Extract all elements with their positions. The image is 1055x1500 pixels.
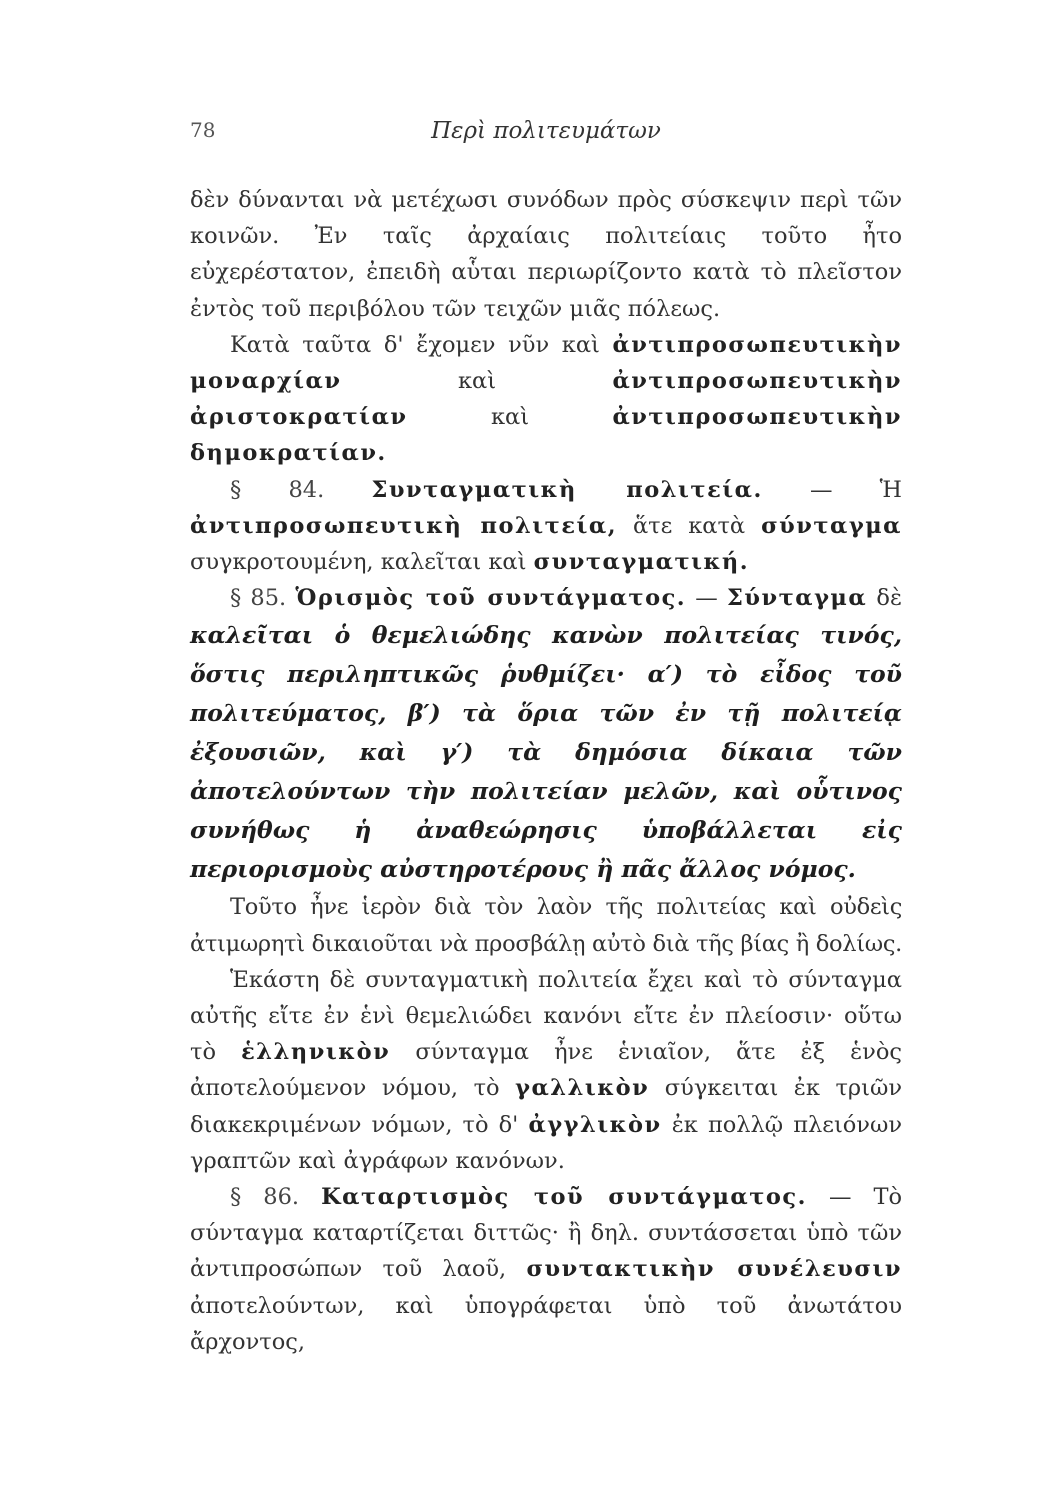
running-title: Περὶ πολιτευμάτων [431,118,661,144]
section-dash: — Ἡ [809,476,903,503]
paragraph-text: καὶ [490,404,530,431]
emphasis-term: γαλλικὸν [515,1075,650,1102]
emphasis-term: ἑλληνικὸν [241,1039,391,1066]
paragraph-text: σύγκειται ἐκ τριῶν διακεκριμένων νόμων, τὸ δ' [190,1075,903,1138]
paragraph-text: ἐκ πολλῷ πλειόνων γραπτῶν καὶ ἀγράφων κανόνων. [190,1111,903,1174]
paragraph-text: ἅτε κατὰ [632,512,746,539]
section-title: Καταρτισμὸς τοῦ συντάγματος. [321,1184,807,1211]
section-title: Ὁρισμὸς τοῦ συντάγματος. [295,585,687,612]
section-number: § 86. [230,1184,300,1211]
section-84 [190,472,902,581]
section-title: Συνταγματικὴ πολιτεία. [371,476,763,503]
page-number: 78 [190,118,216,142]
paragraph-text: ἀποτελούντων, καὶ ὑπογράφεται ὑπὸ τοῦ ἀνωτάτου ἄρχοντος, [190,1292,902,1355]
emphasis-term: σύνταγμα [761,512,902,539]
emphasis-term: Σύνταγμα [726,585,868,612]
emphasis-term: ἀγγλικὸν [528,1111,662,1138]
paragraph-text: σύνταγμα ἦνε ἑνιαῖον, ἅτε ἐξ ἑνὸς ἀποτελούμενον νόμου, τὸ [190,1039,902,1102]
page-body [190,182,902,1360]
paragraph-text: Ἑκάστη δὲ συνταγματικὴ πολιτεία ἔχει καὶ τὸ σύνταγμα αὐτῆς εἴτε ἐν ἑνὶ θεμελιώδει κανόνι εἴτε ἐν πλείοσιν· οὕτω τὸ [190,966,902,1066]
emphasis-term: ἀντιπροσωπευτικὴν ἀριστοκρατίαν [190,368,903,431]
paragraph-text: Τοῦτο ἦνε ἱερὸν διὰ τὸν λαὸν τῆς πολιτείας καὶ οὐδεὶς ἀτιμωρητὶ δικαιοῦται νὰ προσβάλῃ αὐτὸ διὰ τῆς βίας ἢ δολίως. [190,894,902,957]
section-85 [190,580,902,889]
page-header [190,118,902,150]
paragraph-sacred [190,889,902,961]
section-dash: — [695,585,718,612]
paragraph-text: δὲ [876,585,903,612]
paragraph-continuation [190,182,902,327]
paragraph-text: Κατὰ ταῦτα δ' ἔχομεν νῦν καὶ [230,331,600,358]
paragraph-constitution-forms [190,962,902,1179]
emphasis-term: συνταγματική. [533,549,750,576]
paragraph-text: συγκροτουμένη, καλεῖται καὶ [190,549,527,576]
section-number: § 84. [230,476,325,503]
paragraph-text: καὶ [457,368,497,395]
emphasis-term: ἀντιπροσωπευτικὴν μοναρχίαν [190,331,903,395]
constitution-definition: καλεῖται ὁ θεμελιώδης κανὼν πολιτείας τινός, ὅστις περιληπτικῶς ῥυθμίζει· α′) τὸ εἶδος τοῦ πολιτεύματος, β′) τὰ ὅρια τῶν ἐν τῇ πολιτείᾳ ἐξουσιῶν, καὶ γ′) τὰ δημόσια δίκαια τῶν ἀποτελούντων τὴν πολιτείαν μελῶν, καὶ οὗτινος συνήθως ἡ ἀναθεώρησις ὑποβάλλεται εἰς περιορισμοὺς αὐστηροτέρους ἢ πᾶς ἄλλος νόμος. [190,621,902,884]
section-number: § 85. [230,585,287,612]
paragraph-representative-forms [190,327,902,472]
section-86 [190,1179,902,1360]
emphasis-term: ἀντιπροσωπευτικὴν δημοκρατίαν. [190,404,902,467]
emphasis-term: συντακτικὴν συνέλευσιν [526,1256,902,1283]
emphasis-term: ἀντιπροσωπευτικὴ πολιτεία, [190,512,618,539]
paragraph-text: — Τὸ σύνταγμα καταρτίζεται διττῶς· ἢ δηλ. συντάσσεται ὑπὸ τῶν ἀντιπροσώπων τοῦ λαοῦ, [190,1184,903,1283]
paragraph-text: δὲν δύνανται νὰ μετέχωσι συνόδων πρὸς σύσκεψιν περὶ τῶν κοινῶν. Ἐν ταῖς ἀρχαίαις πολιτείαις τοῦτο ἦτο εὐχερέστατον, ἐπειδὴ αὗται περιωρίζοντο κατὰ τὸ πλεῖστον ἐντὸς τοῦ περιβόλου τῶν τειχῶν μιᾶς πόλεως. [190,187,902,322]
